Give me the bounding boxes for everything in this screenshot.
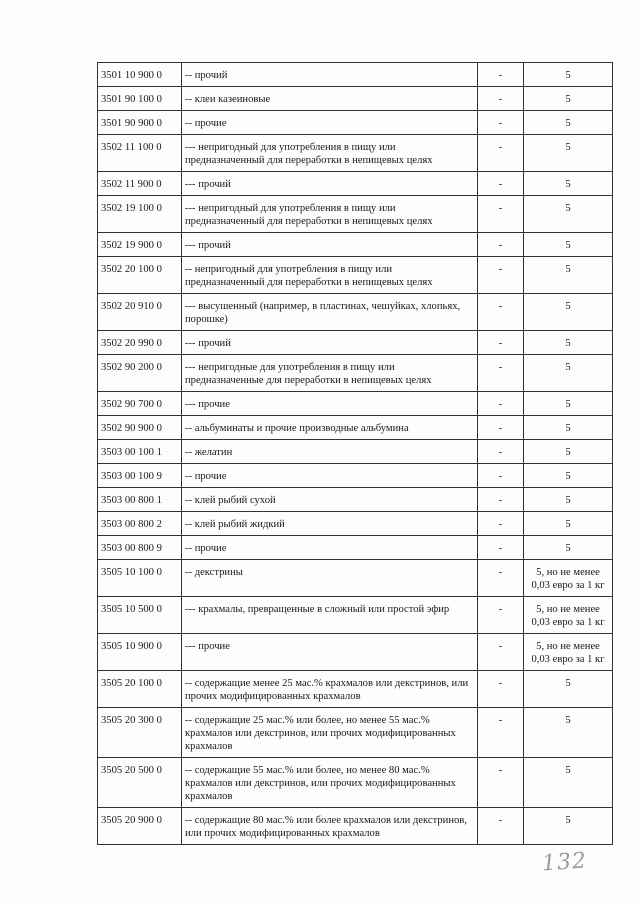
additional-unit: - — [478, 196, 524, 233]
commodity-description: --- прочие — [182, 634, 478, 671]
additional-unit: - — [478, 111, 524, 135]
duty-rate: 5 — [524, 87, 613, 111]
tariff-table — [97, 62, 613, 845]
commodity-description: --- прочие — [182, 392, 478, 416]
table-row — [98, 597, 613, 634]
commodity-description: -- непригодный для употребления в пищу или предназначенный для переработки в непищевых целях — [182, 257, 478, 294]
commodity-description: --- высушенный (например, в пластинах, чешуйках, хлопьях, порошке) — [182, 294, 478, 331]
additional-unit: - — [478, 135, 524, 172]
commodity-code: 3503 00 800 1 — [98, 488, 182, 512]
commodity-description: -- прочие — [182, 464, 478, 488]
table-row — [98, 111, 613, 135]
commodity-code: 3502 90 200 0 — [98, 355, 182, 392]
table-row — [98, 536, 613, 560]
commodity-description: -- альбуминаты и прочие производные альбумина — [182, 416, 478, 440]
commodity-description: --- непригодные для употребления в пищу или предназначенные для переработки в непищевых целях — [182, 355, 478, 392]
additional-unit: - — [478, 416, 524, 440]
commodity-description: --- прочий — [182, 331, 478, 355]
table-row — [98, 708, 613, 758]
commodity-code: 3502 19 900 0 — [98, 233, 182, 257]
commodity-code: 3505 20 100 0 — [98, 671, 182, 708]
duty-rate: 5 — [524, 392, 613, 416]
table-row — [98, 172, 613, 196]
duty-rate: 5 — [524, 808, 613, 845]
additional-unit: - — [478, 87, 524, 111]
commodity-code: 3505 20 900 0 — [98, 808, 182, 845]
duty-rate: 5 — [524, 671, 613, 708]
commodity-description: --- непригодный для употребления в пищу или предназначенный для переработки в непищевых целях — [182, 196, 478, 233]
commodity-code: 3502 90 900 0 — [98, 416, 182, 440]
commodity-code: 3505 10 100 0 — [98, 560, 182, 597]
additional-unit: - — [478, 808, 524, 845]
commodity-code: 3505 10 500 0 — [98, 597, 182, 634]
commodity-description: -- содержащие 80 мас.% или более крахмалов или декстринов, или прочих модифицированных крахмалов — [182, 808, 478, 845]
additional-unit: - — [478, 172, 524, 196]
commodity-description: -- желатин — [182, 440, 478, 464]
additional-unit: - — [478, 355, 524, 392]
commodity-code: 3502 20 990 0 — [98, 331, 182, 355]
duty-rate: 5 — [524, 488, 613, 512]
commodity-code: 3502 19 100 0 — [98, 196, 182, 233]
duty-rate: 5, но не менее 0,03 евро за 1 кг — [524, 560, 613, 597]
duty-rate: 5 — [524, 708, 613, 758]
commodity-description: -- клеи казеиновые — [182, 87, 478, 111]
additional-unit: - — [478, 512, 524, 536]
commodity-code: 3501 10 900 0 — [98, 63, 182, 87]
commodity-code: 3502 11 100 0 — [98, 135, 182, 172]
additional-unit: - — [478, 634, 524, 671]
commodity-description: -- прочие — [182, 536, 478, 560]
table-row — [98, 331, 613, 355]
table-row — [98, 416, 613, 440]
additional-unit: - — [478, 392, 524, 416]
commodity-description: --- непригодный для употребления в пищу или предназначенный для переработки в непищевых целях — [182, 135, 478, 172]
duty-rate: 5 — [524, 758, 613, 808]
table-row — [98, 808, 613, 845]
duty-rate: 5 — [524, 196, 613, 233]
commodity-code: 3501 90 900 0 — [98, 111, 182, 135]
duty-rate: 5 — [524, 135, 613, 172]
additional-unit: - — [478, 331, 524, 355]
commodity-code: 3503 00 100 1 — [98, 440, 182, 464]
duty-rate: 5 — [524, 233, 613, 257]
duty-rate: 5 — [524, 63, 613, 87]
duty-rate: 5 — [524, 464, 613, 488]
commodity-description: -- прочие — [182, 111, 478, 135]
commodity-code: 3505 10 900 0 — [98, 634, 182, 671]
commodity-description: --- прочий — [182, 233, 478, 257]
commodity-description: -- прочий — [182, 63, 478, 87]
table-row — [98, 488, 613, 512]
duty-rate: 5 — [524, 257, 613, 294]
table-row — [98, 512, 613, 536]
duty-rate: 5 — [524, 440, 613, 464]
additional-unit: - — [478, 63, 524, 87]
additional-unit: - — [478, 257, 524, 294]
table-row — [98, 560, 613, 597]
commodity-code: 3505 20 300 0 — [98, 708, 182, 758]
commodity-code: 3501 90 100 0 — [98, 87, 182, 111]
table-row — [98, 257, 613, 294]
table-row — [98, 671, 613, 708]
commodity-code: 3502 90 700 0 — [98, 392, 182, 416]
table-row — [98, 464, 613, 488]
additional-unit: - — [478, 488, 524, 512]
duty-rate: 5, но не менее 0,03 евро за 1 кг — [524, 634, 613, 671]
commodity-description: -- содержащие 25 мас.% или более, но менее 55 мас.% крахмалов или декстринов, или прочих модифицированных крахмалов — [182, 708, 478, 758]
tariff-table-body — [98, 63, 613, 845]
duty-rate: 5 — [524, 416, 613, 440]
duty-rate: 5 — [524, 294, 613, 331]
additional-unit: - — [478, 440, 524, 464]
commodity-code: 3502 20 910 0 — [98, 294, 182, 331]
handwritten-page-number: 132 — [541, 848, 588, 877]
duty-rate: 5, но не менее 0,03 евро за 1 кг — [524, 597, 613, 634]
duty-rate: 5 — [524, 512, 613, 536]
commodity-description: -- клей рыбий жидкий — [182, 512, 478, 536]
table-row — [98, 392, 613, 416]
duty-rate: 5 — [524, 331, 613, 355]
additional-unit: - — [478, 233, 524, 257]
commodity-code: 3505 20 500 0 — [98, 758, 182, 808]
table-row — [98, 196, 613, 233]
additional-unit: - — [478, 758, 524, 808]
commodity-code: 3503 00 100 9 — [98, 464, 182, 488]
commodity-code: 3503 00 800 9 — [98, 536, 182, 560]
commodity-code: 3503 00 800 2 — [98, 512, 182, 536]
table-row — [98, 355, 613, 392]
commodity-description: -- содержащие 55 мас.% или более, но менее 80 мас.% крахмалов или декстринов, или прочих модифицированных крахмалов — [182, 758, 478, 808]
table-row — [98, 294, 613, 331]
duty-rate: 5 — [524, 111, 613, 135]
commodity-code: 3502 20 100 0 — [98, 257, 182, 294]
duty-rate: 5 — [524, 536, 613, 560]
duty-rate: 5 — [524, 172, 613, 196]
table-row — [98, 63, 613, 87]
commodity-description: -- клей рыбий сухой — [182, 488, 478, 512]
table-row — [98, 634, 613, 671]
commodity-description: --- крахмалы, превращенные в сложный или простой эфир — [182, 597, 478, 634]
additional-unit: - — [478, 597, 524, 634]
additional-unit: - — [478, 708, 524, 758]
table-row — [98, 758, 613, 808]
additional-unit: - — [478, 560, 524, 597]
additional-unit: - — [478, 536, 524, 560]
additional-unit: - — [478, 671, 524, 708]
commodity-description: --- прочий — [182, 172, 478, 196]
commodity-description: -- декстрины — [182, 560, 478, 597]
table-row — [98, 135, 613, 172]
table-row — [98, 440, 613, 464]
commodity-code: 3502 11 900 0 — [98, 172, 182, 196]
table-row — [98, 87, 613, 111]
table-row — [98, 233, 613, 257]
commodity-description: -- содержащие менее 25 мас.% крахмалов или декстринов, или прочих модифицированных крахмалов — [182, 671, 478, 708]
duty-rate: 5 — [524, 355, 613, 392]
additional-unit: - — [478, 294, 524, 331]
additional-unit: - — [478, 464, 524, 488]
